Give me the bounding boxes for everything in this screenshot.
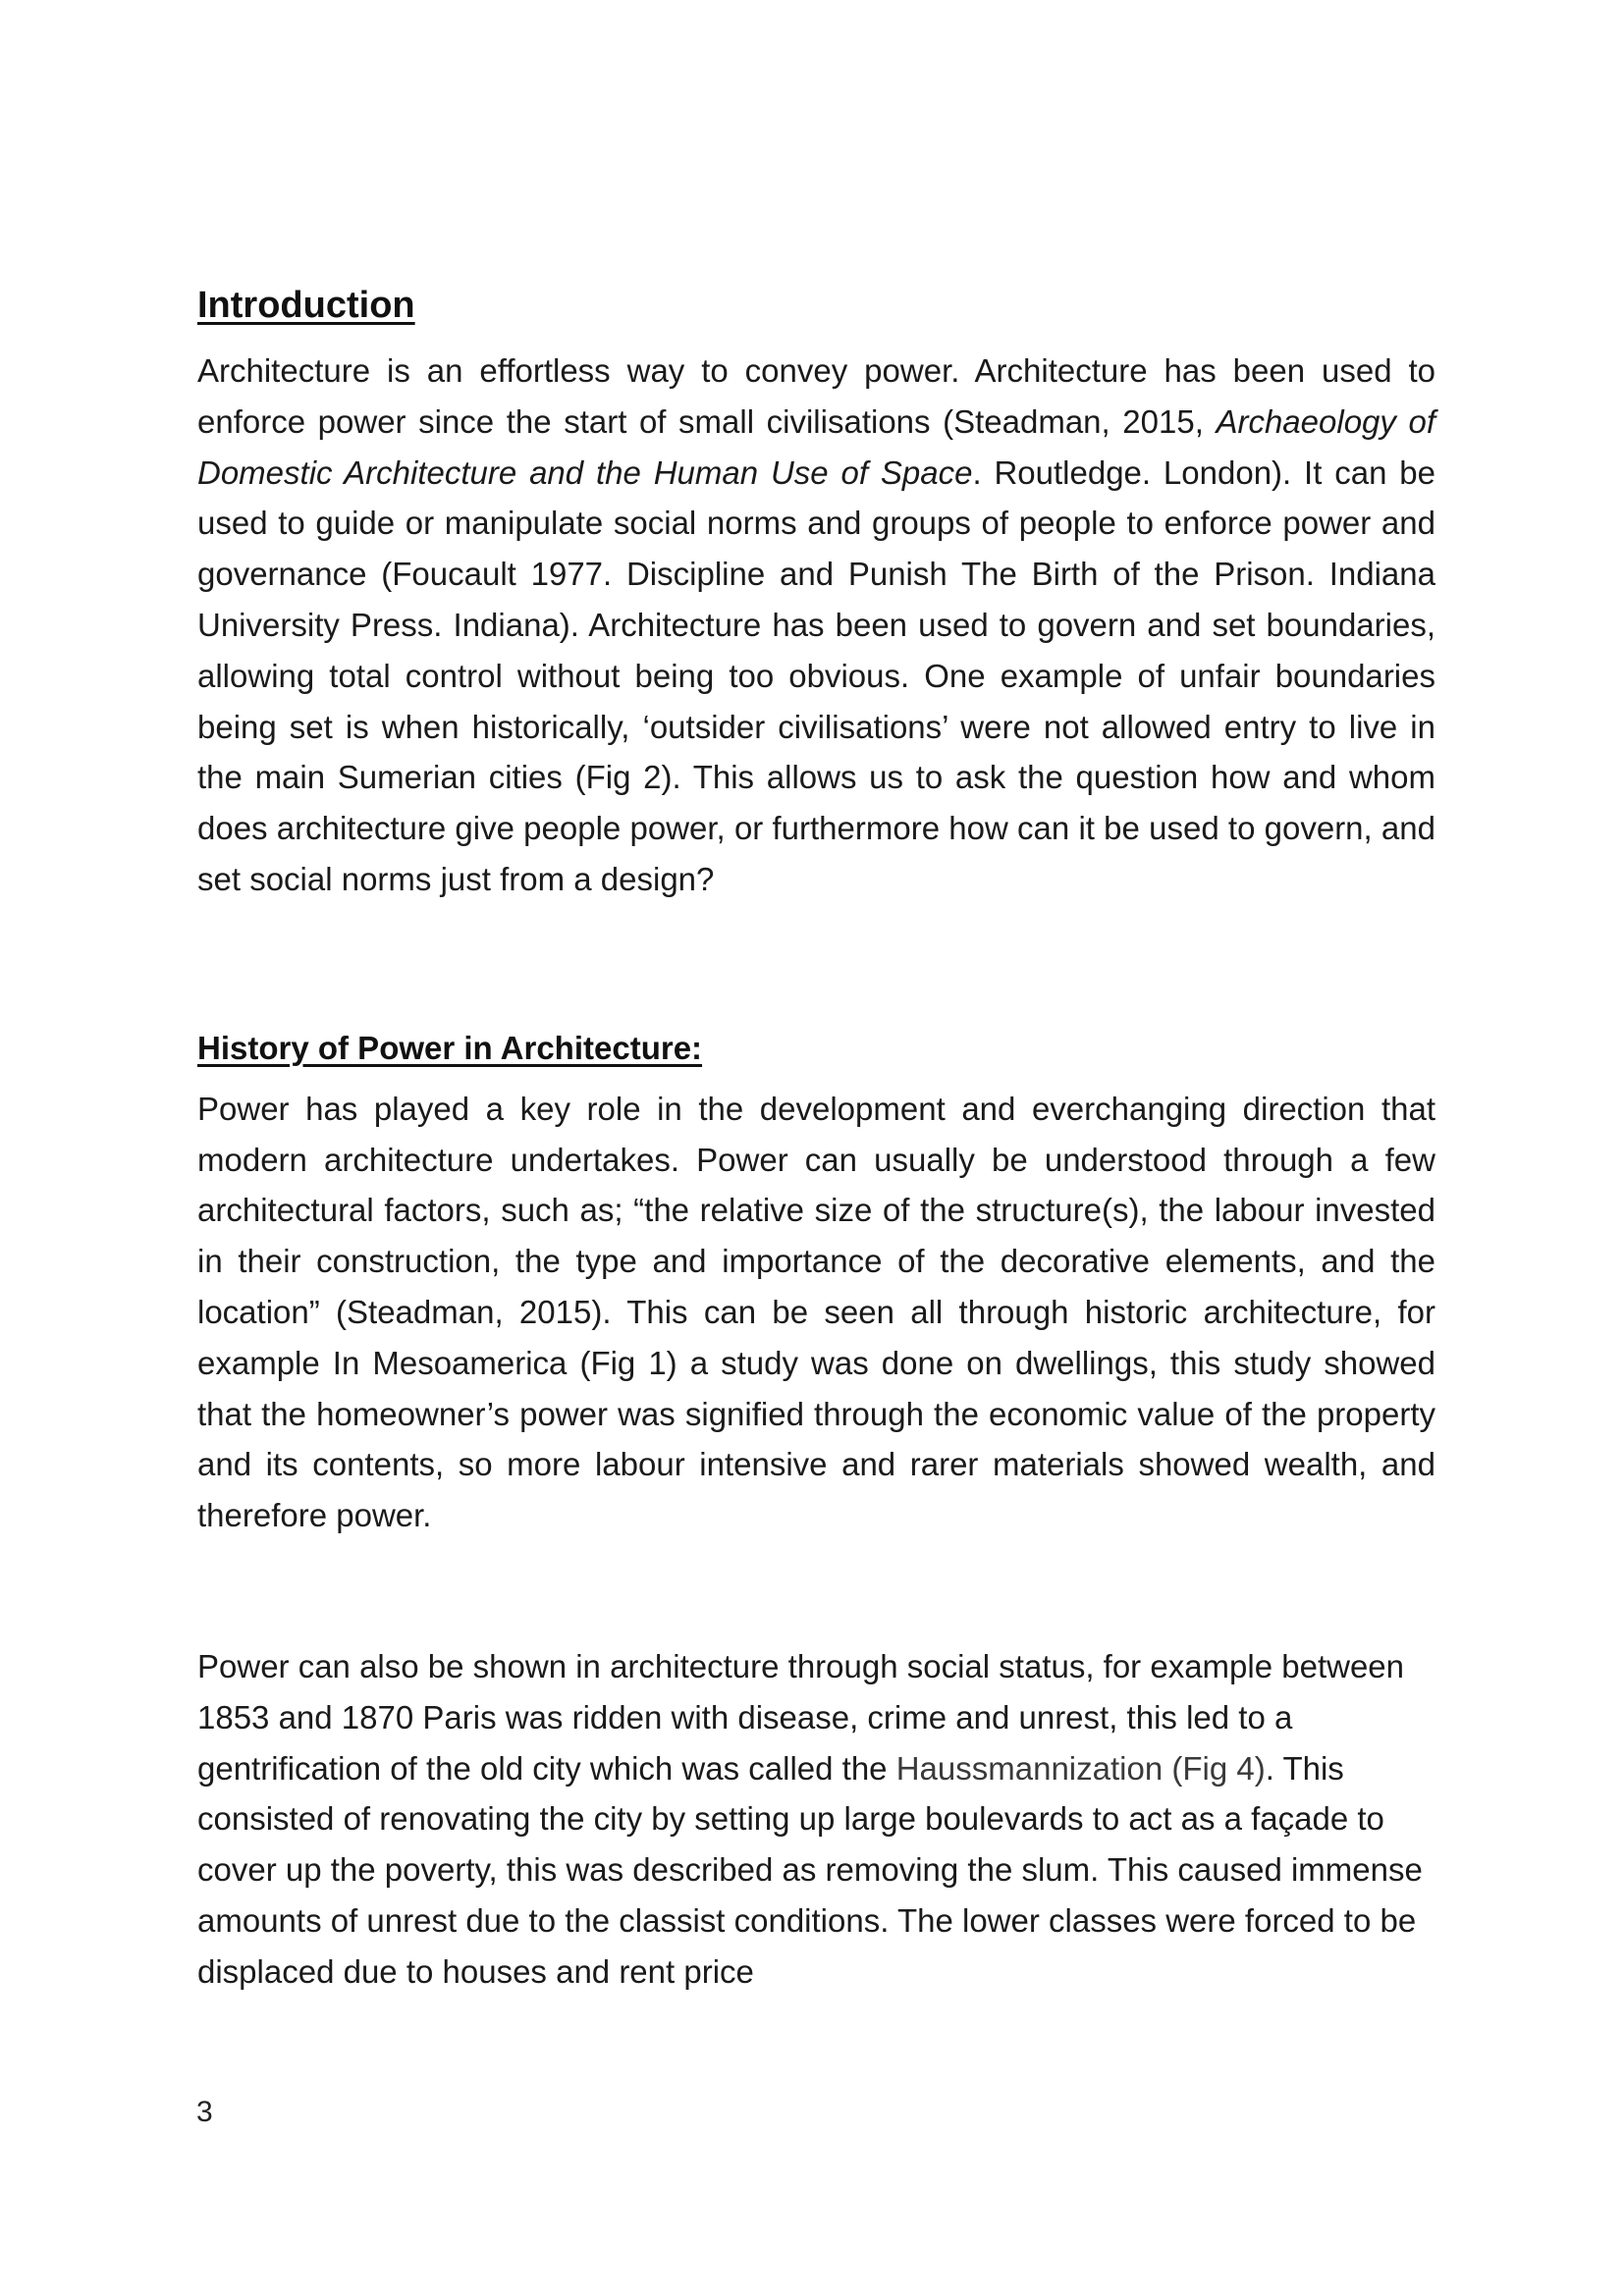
social-status-text-part-1: Power can also be shown in architecture through social status, for example between 1853 and 1870 Paris was ridden with disease, crime and unrest, this led to a gentrification of the old city which was called the <box>197 1647 1405 1787</box>
introduction-heading: Introduction <box>197 285 415 326</box>
page-content <box>197 281 1435 1998</box>
haussmannization-reference: Haussmannization (Fig 4) <box>895 1749 1266 1787</box>
history-heading: History of Power in Architecture: <box>197 1029 703 1066</box>
history-paragraph: Power has played a key role in the development and everchanging direction that modern architecture undertakes. Power can usually be understood through a few architectural factors, such as; “the relative size of the structure(s), the labour invested in their construction, the type and importance of the decorative elements, and the location” (Steadman, 2015). This can be seen all through historic architecture, for example In Mesoamerica (Fig 1) a study was done on dwellings, this study showed that the homeowner’s power was signified through the economic value of the property and its contents, so more labour intensive and rarer materials showed wealth, and therefore power. <box>197 1090 1435 1534</box>
page-number: 3 <box>196 2096 213 2128</box>
introduction-text-part-2: . Routledge. London). It can be used to guide or manipulate social norms and groups of people to enforce power and governance (Foucault 1977. Discipline and Punish The Birth of the Prison. Indiana University Press. Indiana). Architecture has been used to govern and set boundaries, allowing total control without being too obvious. One example of unfair boundaries being set is when historically, ‘outsider civilisations’ were not allowed entry to live in the main Sumerian cities (Fig 2). This allows us to ask the question how and whom does architecture give people power, or furthermore how can it be used to govern, and set social norms just from a design? <box>197 454 1436 897</box>
social-status-paragraph <box>197 1641 1435 1998</box>
book-title-italic: Archaeology of Domestic Architecture and the Human Use of Space <box>197 402 1436 491</box>
social-status-text-part-2: . This consisted of renovating the city by setting up large boulevards to act as a façade to cover up the poverty, this was described as removing the slum. This caused immense amounts of unrest due to the classist conditions. The lower classes were forced to be displaced due to houses and rent price <box>197 1749 1423 1990</box>
introduction-text-part-1: Architecture is an effortless way to convey power. Architecture has been used to enforce power since the start of small civilisations (Steadman, 2015, <box>197 352 1435 440</box>
introduction-paragraph <box>197 346 1435 905</box>
